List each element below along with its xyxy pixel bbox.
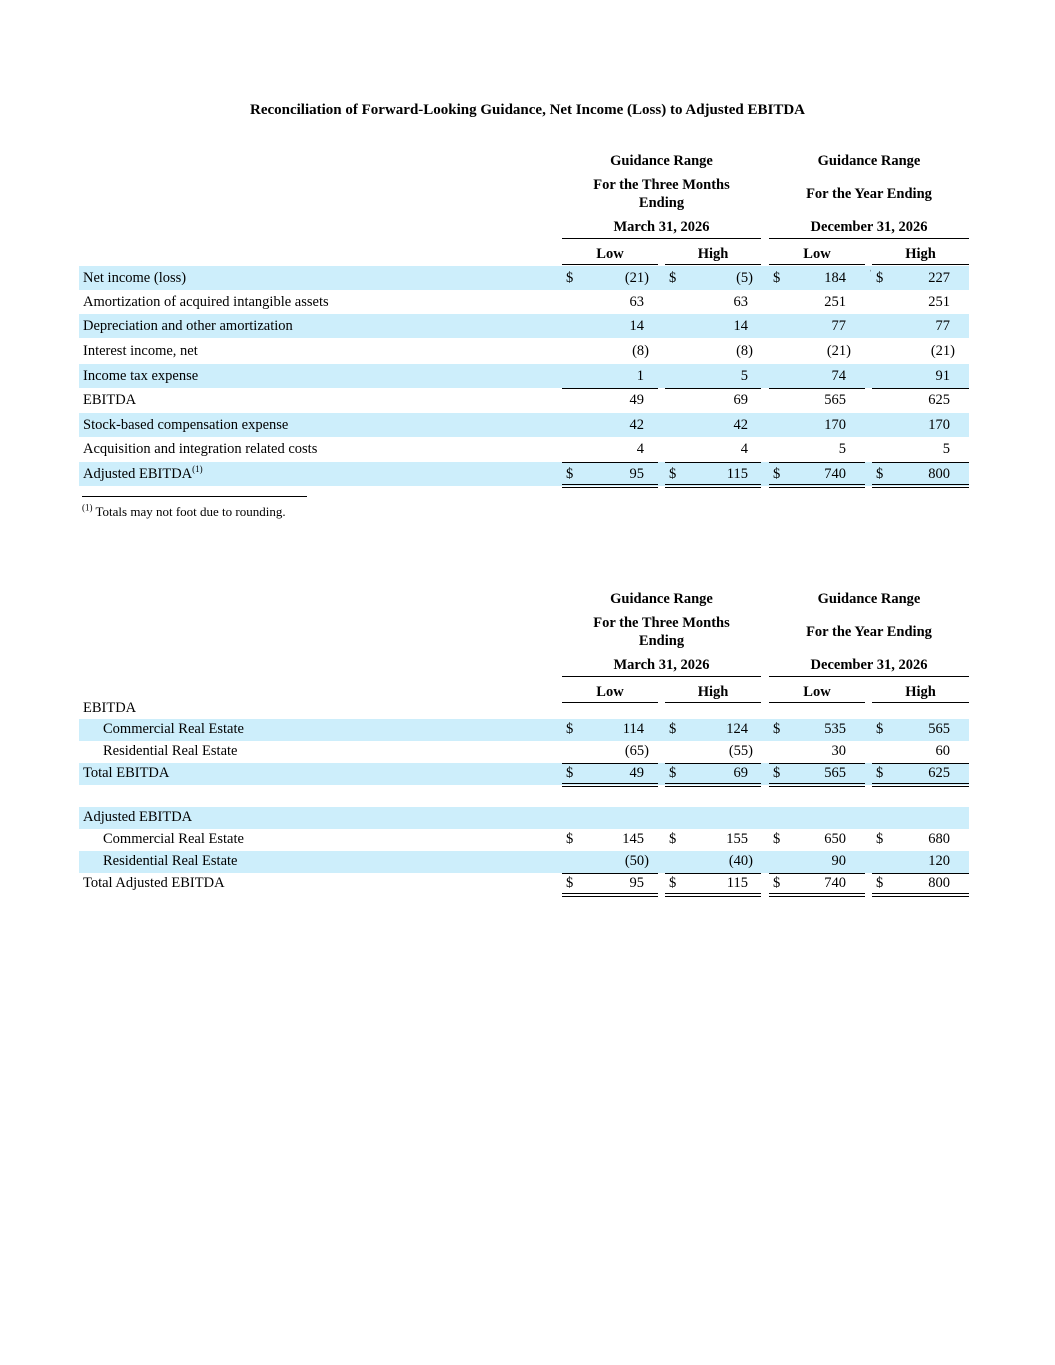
- table2-row-value: 124: [726, 721, 748, 737]
- footnote: [82, 504, 286, 520]
- table1-row-value: 42: [733, 417, 748, 433]
- table2-row-value: 90: [831, 853, 846, 869]
- table1-header-year-period: For the Year Ending: [806, 186, 932, 202]
- table1-col-header-rule: [665, 264, 761, 265]
- table2-row-value: 565: [928, 721, 950, 737]
- table1-row-currency: $: [566, 270, 574, 286]
- table2-row-value: 49: [629, 765, 644, 781]
- table1-row-total-rule: [769, 484, 865, 485]
- table1-row-value: 227: [928, 270, 950, 286]
- table2-col-header-high: High: [697, 684, 729, 700]
- table1-row-value: 14: [629, 318, 644, 334]
- table1-row-total-rule: [872, 484, 969, 485]
- table2-row: [79, 807, 969, 829]
- table2-row-value: 800: [928, 875, 950, 891]
- table2-row-total-rule: [872, 786, 969, 787]
- table1-row-label-text: Acquisition and integration related costs: [83, 441, 318, 457]
- table2-row-total-rule: [872, 893, 969, 894]
- table2-row-value: 30: [831, 743, 846, 759]
- table2-row-total-rule: [665, 896, 761, 897]
- table1-row-value: (21): [826, 343, 851, 359]
- table2-row-label-text: Residential Real Estate: [103, 743, 238, 759]
- table2-row-total-rule: [562, 896, 658, 897]
- table2-row-label-text: Commercial Real Estate: [103, 721, 244, 737]
- table2-row-subtotal-rule: [562, 763, 658, 764]
- table1-col-header-low: Low: [803, 246, 831, 262]
- table1-row-label-text: Net income (loss): [83, 270, 187, 286]
- footnote-text: Totals may not foot due to rounding.: [95, 504, 286, 519]
- table2-row-value: 680: [928, 831, 950, 847]
- table1-header-year-date: December 31, 2026: [810, 219, 928, 235]
- table1-row-value: 625: [928, 392, 950, 408]
- table1-row-currency: $: [669, 270, 677, 286]
- table1-row-total-rule: [769, 487, 865, 488]
- table2-row-value: 120: [928, 853, 950, 869]
- table2-header-year-rule: [769, 676, 969, 677]
- table2-row-currency: $: [773, 765, 781, 781]
- table2-row-value: 115: [726, 875, 748, 891]
- table2-row-value: 650: [824, 831, 846, 847]
- table2-row-subtotal-rule: [562, 873, 658, 874]
- table1-row-currency: $: [876, 270, 884, 286]
- table2-row-label: [83, 875, 225, 892]
- table2-row-label-text: Adjusted EBITDA: [83, 809, 193, 825]
- table1-row-value: (8): [632, 343, 649, 359]
- table1-row-value: (21): [930, 343, 955, 359]
- table1-row-currency: $: [876, 466, 884, 482]
- table2-row-label: [83, 809, 192, 826]
- table2-row-value: 114: [622, 721, 644, 737]
- table2-row-subtotal-rule: [769, 873, 865, 874]
- table1-row-label-text: Stock-based compensation expense: [83, 417, 289, 433]
- table2-col-header-high: High: [905, 684, 936, 700]
- table2-row-total-rule: [769, 893, 865, 894]
- table2-row-label-text: Total EBITDA: [83, 765, 170, 781]
- table1-row-value: 4: [740, 441, 748, 457]
- table1-row-value: 740: [824, 466, 846, 482]
- table2-row-value: (50): [624, 853, 649, 869]
- table1-col-header-rule: [872, 264, 969, 265]
- table1-row-label-text: Depreciation and other amortization: [83, 318, 293, 334]
- table1-row-value: 170: [824, 417, 846, 433]
- table2-row-currency: $: [669, 765, 677, 781]
- table1-row-subtotal-rule: [665, 462, 761, 463]
- table2-row-currency: $: [566, 831, 574, 847]
- table1-col-header-high: High: [697, 246, 729, 262]
- table1-row-label: [83, 392, 136, 409]
- table2-row-currency: $: [773, 831, 781, 847]
- table2-row-label: [103, 853, 238, 870]
- table1-col-header-low: Low: [596, 246, 624, 262]
- table1-row-label-text: Interest income, net: [83, 343, 198, 359]
- table2-row-total-rule: [665, 783, 761, 784]
- table1-header-year-rule: [769, 238, 969, 239]
- table1-row-label: [83, 294, 329, 311]
- table2-row-total-rule: [769, 786, 865, 787]
- table1-row-tick-mark: ˈ: [869, 269, 873, 280]
- table1-header-three-months-period: For the Three Months Ending: [593, 177, 730, 211]
- table2-header-year-date: December 31, 2026: [810, 657, 928, 673]
- table2-row-label: [103, 831, 244, 848]
- table2-row-value: 95: [629, 875, 644, 891]
- table1-row-label: [83, 441, 317, 458]
- table2-header-three-months-period: For the Three Months Ending: [593, 615, 730, 649]
- table1-row-value: 251: [824, 294, 846, 310]
- table1-header-year-range: Guidance Range: [817, 153, 921, 169]
- table2-row-total-rule: [872, 783, 969, 784]
- table2-header-three-months-date: March 31, 2026: [613, 657, 710, 673]
- table2-row-currency: $: [876, 875, 884, 891]
- table2-header-three-months-rule: [562, 676, 761, 677]
- table2-row-currency: $: [773, 875, 781, 891]
- table1-col-header-rule: [562, 264, 658, 265]
- table1-row-value: 184: [824, 270, 846, 286]
- table2-row-label: [103, 721, 244, 738]
- table2-row-label-text: EBITDA: [83, 700, 137, 716]
- page-title: Reconciliation of Forward-Looking Guidance, Net Income (Loss) to Adjusted EBITDA: [249, 102, 805, 118]
- table2-row-currency: $: [876, 721, 884, 737]
- table1-col-header-rule: [769, 264, 865, 265]
- table1-header-three-months-range: Guidance Range: [610, 153, 713, 169]
- table2-row-label: [83, 765, 169, 782]
- table2-header-year-period: For the Year Ending: [806, 624, 932, 640]
- table1-row-currency: $: [773, 270, 781, 286]
- table2-row-value: 60: [935, 743, 950, 759]
- table1-row-subtotal-rule: [872, 388, 969, 389]
- table2-col-header-low: Low: [803, 684, 831, 700]
- table1-row-value: 5: [740, 368, 748, 384]
- table1-row-label: [83, 343, 198, 360]
- table1-row-value: 4: [636, 441, 644, 457]
- table1-row-currency: $: [669, 466, 677, 482]
- table1-row-value: 95: [629, 466, 644, 482]
- table2-row-total-rule: [665, 893, 761, 894]
- table1-row-label-text: Income tax expense: [83, 368, 199, 384]
- table2-row-label-text: Residential Real Estate: [103, 853, 238, 869]
- table2-row-subtotal-rule: [872, 763, 969, 764]
- table2-header-three-months-range: Guidance Range: [610, 591, 713, 607]
- table1-row: [79, 437, 969, 461]
- table2-row-value: 740: [824, 875, 846, 891]
- table2-row-label-text: Total Adjusted EBITDA: [83, 875, 225, 891]
- table1-row-value: 49: [629, 392, 644, 408]
- table2-row-value: (65): [624, 743, 649, 759]
- footnote-marker: (1): [82, 502, 93, 513]
- table2-row-currency: $: [876, 831, 884, 847]
- table2-row-currency: $: [773, 721, 781, 737]
- table1-row-value: 74: [831, 368, 846, 384]
- table1-row-value: 115: [726, 466, 748, 482]
- table2-row-total-rule: [769, 783, 865, 784]
- table2-row-currency: $: [669, 875, 677, 891]
- table1-row-subtotal-rule: [769, 462, 865, 463]
- table1-row-subtotal-rule: [872, 462, 969, 463]
- table1-row-value: 91: [935, 368, 950, 384]
- table1-row-value: 5: [838, 441, 846, 457]
- table1-row-value: 1: [636, 368, 644, 384]
- table1-row-total-rule: [665, 487, 761, 488]
- table2-row-total-rule: [562, 786, 658, 787]
- table2-row-subtotal-rule: [665, 763, 761, 764]
- table1-row-value: (5): [736, 270, 753, 286]
- table2-row-total-rule: [562, 893, 658, 894]
- table1-row-value: 14: [733, 318, 748, 334]
- table1-header-three-months-date: March 31, 2026: [613, 219, 710, 235]
- table2-col-header-low: Low: [596, 684, 624, 700]
- table2-row-value: (40): [728, 853, 753, 869]
- table2-row-total-rule: [562, 783, 658, 784]
- table2-row-subtotal-rule: [872, 873, 969, 874]
- table2-row-currency: $: [876, 765, 884, 781]
- table1-row-total-rule: [872, 487, 969, 488]
- table2-header-year-range: Guidance Range: [817, 591, 921, 607]
- table1-row-footnote-ref: (1): [192, 464, 203, 475]
- table1-row-total-rule: [562, 484, 658, 485]
- footnote-divider: [82, 496, 307, 497]
- table1-row-value: 170: [928, 417, 950, 433]
- table1-row-label: [83, 368, 198, 385]
- table1-row-value: 5: [942, 441, 950, 457]
- table2-row-subtotal-rule: [769, 763, 865, 764]
- table1-row-value: 77: [831, 318, 846, 334]
- table1-row-currency: $: [773, 466, 781, 482]
- table2-row-currency: $: [566, 765, 574, 781]
- table2-row-label: [103, 743, 238, 760]
- table2-row-currency: $: [669, 721, 677, 737]
- table1-row-total-rule: [562, 487, 658, 488]
- table2-row-value: 145: [622, 831, 644, 847]
- table1-row-subtotal-rule: [562, 462, 658, 463]
- table1-row-subtotal-rule: [769, 388, 865, 389]
- table1-row-value: 63: [629, 294, 644, 310]
- table1-row-value: (21): [624, 270, 649, 286]
- table1-row-value: 565: [824, 392, 846, 408]
- table1-row-label-text: Amortization of acquired intangible assets: [83, 294, 329, 310]
- table1-row-value: 800: [928, 466, 950, 482]
- table1-row-label-text: EBITDA: [83, 392, 137, 408]
- table1-row-total-rule: [665, 484, 761, 485]
- table2-row-total-rule: [665, 786, 761, 787]
- table2-row-currency: $: [669, 831, 677, 847]
- table1-row-value: (8): [736, 343, 753, 359]
- table2-row-value: 155: [726, 831, 748, 847]
- table2-row-value: 69: [733, 765, 748, 781]
- table1-col-header-high: High: [905, 246, 936, 262]
- table1-row-subtotal-rule: [562, 388, 658, 389]
- table1-row-label: [83, 417, 288, 434]
- table2-row-value: 565: [824, 765, 846, 781]
- table1-row-value: 63: [733, 294, 748, 310]
- table2-row-subtotal-rule: [665, 873, 761, 874]
- table1-row-label-text: Adjusted EBITDA: [83, 466, 193, 482]
- table2-row-currency: $: [566, 875, 574, 891]
- table1-row-label: [83, 318, 293, 335]
- table2-row-value: (55): [728, 743, 753, 759]
- table1-row-label: [83, 270, 186, 287]
- table1-row-value: 42: [629, 417, 644, 433]
- table2-row-value: 625: [928, 765, 950, 781]
- table2-row-currency: $: [566, 721, 574, 737]
- table1-row-value: 69: [733, 392, 748, 408]
- table1-row-subtotal-rule: [665, 388, 761, 389]
- table2-row-label-text: Commercial Real Estate: [103, 831, 244, 847]
- table2-row-value: 535: [824, 721, 846, 737]
- table1-row-value: 251: [928, 294, 950, 310]
- table1-row-label: [83, 466, 203, 483]
- table2-row: [79, 698, 969, 720]
- table2-row-total-rule: [872, 896, 969, 897]
- table2-row-label: [83, 700, 136, 717]
- table2-row-total-rule: [769, 896, 865, 897]
- table1-header-three-months-rule: [562, 238, 761, 239]
- table1-row-value: 77: [935, 318, 950, 334]
- table1-row-currency: $: [566, 466, 574, 482]
